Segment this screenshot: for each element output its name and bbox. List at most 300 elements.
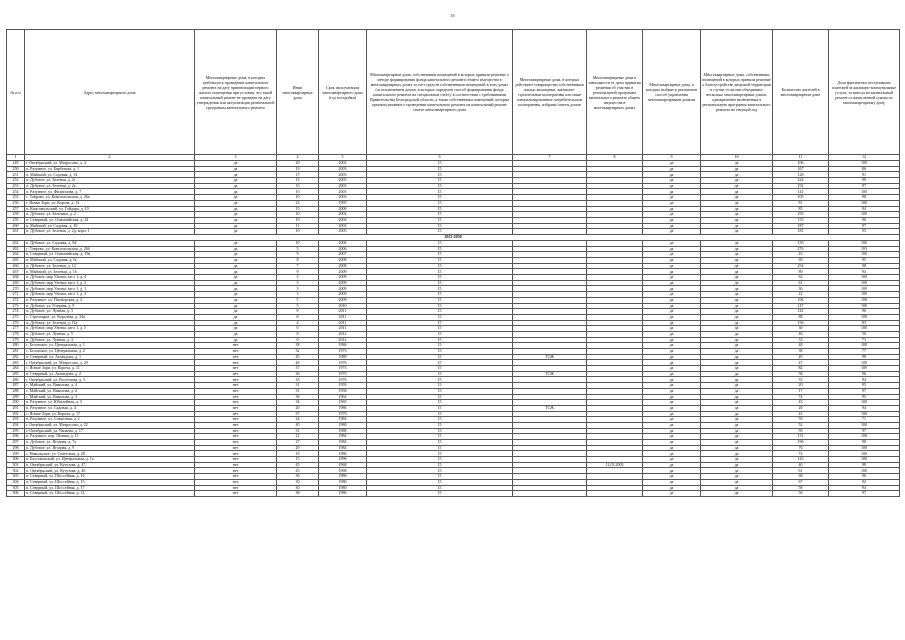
table-cell: п. Дубовое, ул. Лунная, д. 3 [25, 309, 195, 315]
table-cell: да [701, 405, 773, 411]
table-cell: да [195, 200, 277, 206]
table-cell: да [701, 252, 773, 258]
column-number: 3 [195, 155, 277, 161]
table-cell: п. Северный, ул. Шоссейная, д. 16 [25, 474, 195, 480]
table-cell: п. Северный, ул. Олимпийская, д. 19в [25, 252, 195, 258]
table-cell: 31 [277, 428, 319, 434]
table-cell: 68 [773, 474, 829, 480]
table-cell: 15 [367, 275, 513, 281]
table-cell: п. Дубовое, мкр Улитка, кв-л 1, д. 5 [25, 326, 195, 332]
table-cell: 2003 [319, 195, 367, 201]
table-cell: п. Дубовое, мкр Улитка, кв-л 1, д. 3 [25, 292, 195, 298]
table-cell: 15 [367, 183, 513, 189]
table-cell: да [643, 371, 701, 377]
table-cell: 96 [829, 309, 900, 315]
table-cell: п. Разумное, ул. Совхозная, д. 2 [25, 417, 195, 423]
table-cell: 15 [367, 229, 513, 235]
table-cell: нет [195, 474, 277, 480]
table-cell: 2000 [319, 206, 367, 212]
table-cell: 253 [7, 183, 25, 189]
table-cell: 285 [7, 371, 25, 377]
table-cell: нет [195, 405, 277, 411]
table-cell: 10 [277, 212, 319, 218]
table-cell: да [643, 286, 701, 292]
table-cell: г. Октябрьский, ул. Матросова, д. 4 [25, 161, 195, 167]
table-cell: 141 [773, 309, 829, 315]
table-cell: п. Северный, ул. Атландова, д. 1 [25, 354, 195, 360]
table-cell: 2009 [319, 275, 367, 281]
table-cell: 2004 [319, 217, 367, 223]
table-cell: 15 [367, 422, 513, 428]
table-cell: да [643, 366, 701, 372]
table-cell: да [701, 240, 773, 246]
table-cell: да [195, 195, 277, 201]
table-cell: 255 [7, 195, 25, 201]
table-cell: 3 [277, 275, 319, 281]
table-cell: 37 [277, 411, 319, 417]
table-cell: 290 [7, 400, 25, 406]
table-cell: 20 [277, 405, 319, 411]
table-cell: п. Разумное, ул. Садовая, д. 4 [25, 405, 195, 411]
table-cell: г. Октябрьский, ул. Восточная, д. 5 [25, 377, 195, 383]
table-cell: да [701, 223, 773, 229]
column-number: 9 [643, 155, 701, 161]
table-cell: 287 [7, 383, 25, 389]
table-cell: 45 [277, 468, 319, 474]
table-cell: 15 [367, 161, 513, 167]
table-cell: да [643, 195, 701, 201]
table-cell: да [701, 217, 773, 223]
table-cell: 15 [367, 240, 513, 246]
table-cell: 0 [277, 314, 319, 320]
table-cell: 15 [367, 354, 513, 360]
table-cell: 15 [367, 189, 513, 195]
table-cell: 1973 [319, 366, 367, 372]
table-cell: да [701, 354, 773, 360]
table-cell: 15 [367, 343, 513, 349]
table-cell: да [643, 297, 701, 303]
table-cell: 15 [367, 223, 513, 229]
table-cell: да [195, 292, 277, 298]
table-cell: 58 [773, 371, 829, 377]
table-cell: нет [195, 462, 277, 468]
table-cell: 15 [367, 440, 513, 446]
table-cell: да [643, 337, 701, 343]
table-cell: п. Разумное, ул. Пионерская, д. 2 [25, 297, 195, 303]
table-cell: да [643, 383, 701, 389]
table-cell: г. Ясные Зори, ул. Короча, д. 12 [25, 200, 195, 206]
table-cell: 100 [829, 366, 900, 372]
table-cell: 98 [829, 354, 900, 360]
table-cell: нет [195, 485, 277, 491]
table-cell: 45 [277, 354, 319, 360]
table-cell: 147 [773, 303, 829, 309]
table-cell: да [701, 303, 773, 309]
table-cell: да [701, 161, 773, 167]
table-cell: да [195, 166, 277, 172]
table-cell: 100 [829, 292, 900, 298]
table-cell: 33 [277, 377, 319, 383]
table-cell: нет [195, 349, 277, 355]
table-cell: п. Дубовое, ул. Зеленая, д. 11а [25, 320, 195, 326]
table-cell: 2010 [319, 303, 367, 309]
table-cell: 48 [773, 343, 829, 349]
table-cell: 300 [7, 457, 25, 463]
table-cell: 1973 [319, 349, 367, 355]
column-number: 4 [277, 155, 319, 161]
table-cell: 15 [367, 212, 513, 218]
table-cell: 2012 [319, 337, 367, 343]
table-cell: да [195, 223, 277, 229]
table-body [7, 155, 900, 497]
table-cell: 1986 [319, 343, 367, 349]
table-cell: 1980 [319, 479, 367, 485]
table-cell: 2003 [319, 189, 367, 195]
table-cell: с. Майский, ул. Вавилова, д. 4 [25, 383, 195, 389]
table-cell: 3 [277, 286, 319, 292]
table-cell: 167 [773, 166, 829, 172]
table-cell: 86 [829, 166, 900, 172]
table-cell: 15 [367, 309, 513, 315]
table-cell: 15 [367, 394, 513, 400]
table-cell: да [701, 292, 773, 298]
table-cell: 15 [367, 297, 513, 303]
table-cell: да [701, 275, 773, 281]
table-cell: да [701, 195, 773, 201]
table-cell: 15 [367, 411, 513, 417]
table-cell: 49 [773, 354, 829, 360]
table-cell: 15 [367, 468, 513, 474]
table-cell: 281 [7, 349, 25, 355]
table-cell: 252 [7, 178, 25, 184]
table-cell: 15 [367, 217, 513, 223]
table-cell: 266 [7, 263, 25, 269]
table-cell: г. Октябрьский, ул. Чапаева, д. 17 [25, 428, 195, 434]
table-cell: 56 [773, 491, 829, 497]
table-cell: да [643, 161, 701, 167]
table-cell: 302 [7, 468, 25, 474]
table-cell: 283 [7, 360, 25, 366]
table-cell: 15 [367, 434, 513, 440]
table-cell: п. Майский, ул. Садовая, д. 6г [25, 258, 195, 264]
table-cell: 98 [829, 462, 900, 468]
table-cell: 2012 [319, 331, 367, 337]
table-cell: 272 [7, 297, 25, 303]
table-cell: 257 [7, 206, 25, 212]
table-cell: нет [195, 468, 277, 474]
table-cell: 224 [773, 178, 829, 184]
table-cell: нет [195, 360, 277, 366]
table-cell: 1986 [319, 405, 367, 411]
table-cell: 2006 [319, 246, 367, 252]
table-cell: 1980 [319, 485, 367, 491]
column-number: 10 [701, 155, 773, 161]
table-cell: 8 [277, 258, 319, 264]
table-cell: 1984 [319, 417, 367, 423]
table-cell: 100 [829, 189, 900, 195]
table-cell: с. Таврово, ул. Комсомольская, д. 26а [25, 195, 195, 201]
table-cell: 45 [277, 462, 319, 468]
table-cell: 23 [277, 200, 319, 206]
table-cell: нет [195, 371, 277, 377]
table-cell: п. Дубовое, ул. Зеленая, д. 12 [25, 263, 195, 269]
table-cell: да [643, 223, 701, 229]
table-cell: п. Разумное, пер. Ленина, д. 11 [25, 434, 195, 440]
table-cell: с. Майский, ул. Вавилова, д. 3 [25, 394, 195, 400]
table-cell: 15 [367, 479, 513, 485]
table-cell: 2002 [319, 161, 367, 167]
table-cell: 15 [367, 383, 513, 389]
table-cell: 256 [7, 200, 25, 206]
table-cell: 100 [829, 445, 900, 451]
table-cell: 306 [7, 491, 25, 497]
table-cell: да [643, 292, 701, 298]
table-cell: 1979 [319, 411, 367, 417]
table-cell: 15 [277, 206, 319, 212]
table-cell: 259 [773, 212, 829, 218]
table-cell: 2003 [319, 178, 367, 184]
column-header: Иные многоквартирные дома [277, 30, 319, 155]
table-cell: 278 [7, 331, 25, 337]
column-number: 1 [7, 155, 25, 161]
table-cell: 59 [773, 417, 829, 423]
table-cell: 20 [773, 383, 829, 389]
table-cell: 15 [367, 246, 513, 252]
table-cell: 277 [7, 326, 25, 332]
table-cell: 2008 [319, 258, 367, 264]
table-cell: да [701, 280, 773, 286]
table-cell: п. Октябрьский, ул. Кутузова, д. 4б [25, 468, 195, 474]
table-cell: 15 [367, 337, 513, 343]
table-cell: да [643, 417, 701, 423]
table-cell: нет [195, 445, 277, 451]
table-cell: да [701, 440, 773, 446]
table-cell: 81 [773, 200, 829, 206]
table-cell: 187 [773, 223, 829, 229]
table-cell: да [195, 326, 277, 332]
table-cell: 58 [773, 485, 829, 491]
table-cell: 73 [829, 337, 900, 343]
table-cell: 83 [829, 320, 900, 326]
table-cell: да [701, 366, 773, 372]
table-cell: нет [195, 394, 277, 400]
table-cell: 297 [7, 440, 25, 446]
table-cell: да [195, 189, 277, 195]
table-cell: да [643, 172, 701, 178]
table-cell: да [643, 440, 701, 446]
table-cell: да [701, 331, 773, 337]
table-cell: да [643, 360, 701, 366]
table-cell: 94 [829, 377, 900, 383]
table-cell: да [701, 434, 773, 440]
header-row [7, 30, 900, 155]
table-cell: 41 [773, 411, 829, 417]
table-cell: да [701, 457, 773, 463]
table-cell: 96 [829, 371, 900, 377]
table-cell: 5 [277, 246, 319, 252]
table-cell: да [195, 286, 277, 292]
table-cell: 1968 [319, 468, 367, 474]
table-cell: 7 [277, 263, 319, 269]
table-cell: 1959 [319, 383, 367, 389]
table-cell: 1984 [319, 434, 367, 440]
table-cell: 91 [829, 172, 900, 178]
table-cell: 15 [367, 178, 513, 184]
table-cell: 289 [7, 394, 25, 400]
table-cell: нет [195, 400, 277, 406]
table-cell: да [643, 451, 701, 457]
column-number: 7 [513, 155, 587, 161]
table-cell: 15 [367, 360, 513, 366]
table-cell: 11 [277, 223, 319, 229]
table-cell: 261 [7, 229, 25, 235]
table-cell: 2009 [319, 280, 367, 286]
table-cell: 15 [367, 195, 513, 201]
table-cell: 100 [829, 434, 900, 440]
table-cell: 296 [7, 434, 25, 440]
table-cell: да [643, 400, 701, 406]
table-cell: 100 [829, 360, 900, 366]
table-cell: 155 [773, 217, 829, 223]
table-cell: 5 [277, 297, 319, 303]
table-cell: нет [195, 411, 277, 417]
table-cell: да [195, 280, 277, 286]
table-cell: 52 [773, 422, 829, 428]
table-cell: нет [195, 383, 277, 389]
table-cell: нет [195, 434, 277, 440]
table-cell: п. Дубовое, мкр Улитка, кв-л 1, д. 2 [25, 280, 195, 286]
table-cell: 30 [277, 485, 319, 491]
table-cell: да [701, 337, 773, 343]
table-cell: 15 [367, 349, 513, 355]
table-cell: да [643, 422, 701, 428]
table-cell: нет [195, 457, 277, 463]
table-cell: да [643, 206, 701, 212]
table-cell: 15 [367, 388, 513, 394]
table-cell: 1958 [319, 388, 367, 394]
table-cell: да [195, 269, 277, 275]
table-cell: п. Дубовое, ул. Зеленая, д. 2а [25, 183, 195, 189]
column-header: Многоквартирные дома, в которых действуют товарищества собственников жилья, жилищные, жилищно-строительные кооперативы или иные специализированные потребительские кооперативы, избраны советы домов [513, 30, 587, 155]
table-cell: 1990 [319, 457, 367, 463]
table-cell: нет [195, 377, 277, 383]
table-cell: да [643, 434, 701, 440]
table-cell: 100 [829, 422, 900, 428]
table-cell: да [701, 206, 773, 212]
table-cell: да [195, 183, 277, 189]
table-cell: да [701, 474, 773, 480]
table-cell: да [643, 240, 701, 246]
table-cell: нет [195, 388, 277, 394]
table-cell [587, 491, 643, 497]
table-cell: 15 [367, 280, 513, 286]
table-cell: 2011 [319, 326, 367, 332]
table-cell: 268 [7, 275, 25, 281]
column-header: Адрес многоквартирного дома [25, 30, 195, 155]
table-cell: 30 [277, 394, 319, 400]
table-cell: 280 [7, 343, 25, 349]
table-cell: 1988 [319, 428, 367, 434]
table-cell: п. Дубовое, ул. Бельчика, д. 2 [25, 212, 195, 218]
table-cell: 251 [7, 172, 25, 178]
table-cell: 95 [829, 383, 900, 389]
table-cell: 10 [277, 195, 319, 201]
table-cell: 13 [277, 178, 319, 184]
table-cell: 4 [277, 320, 319, 326]
table-cell: 15 [367, 331, 513, 337]
table-cell: да [701, 183, 773, 189]
table-cell: 1984 [319, 440, 367, 446]
table-cell: 2009 [319, 297, 367, 303]
table-cell: п. Разумное, ул. Юбилейная, д. 3 [25, 400, 195, 406]
table-cell: да [195, 172, 277, 178]
table-cell: 267 [7, 269, 25, 275]
table-cell: 22 [773, 292, 829, 298]
table-cell: 99 [829, 178, 900, 184]
table-cell: 43 [773, 252, 829, 258]
table-cell: да [701, 326, 773, 332]
table-cell: с. Таврово, ул. Комсомольская, д. 26б [25, 246, 195, 252]
table-cell: 89 [773, 269, 829, 275]
table-cell: 15 [367, 172, 513, 178]
table-cell: 69 [773, 258, 829, 264]
table-cell: 71 [829, 417, 900, 423]
table-cell: 97 [829, 223, 900, 229]
table-cell: да [643, 189, 701, 195]
column-header: № п/п [7, 30, 25, 155]
table-cell: 15 [367, 258, 513, 264]
table-cell: п. Разумное, ул. Бирбоким, д. 1 [25, 166, 195, 172]
table-cell: нет [195, 343, 277, 349]
table-cell: 304 [7, 479, 25, 485]
table-cell: 263 [7, 246, 25, 252]
table-cell: 0 [277, 337, 319, 343]
table-cell: да [701, 422, 773, 428]
table-cell: 9 [277, 269, 319, 275]
column-header: Многоквартирные дома, собственники помещений в которых приняли решение о методе формирования фонда капитального ремонта общего имущества в многоквартирных домах за счет средств собственников помещений в этих домах (за исключением домов, в которых определен способ формирования фонда капитального ремонта на специальном счете), в соответствии с требованиями Правительства Белгородской области, а также собственники помещений, которые приняли решение о проведении капитального ремонта на капитальный ремонт своего многоквартирного дома [367, 30, 513, 155]
table-cell: 292 [7, 411, 25, 417]
table-cell: 15 [367, 474, 513, 480]
table-cell: 2011 [319, 320, 367, 326]
table-cell: да [643, 280, 701, 286]
table-cell: 15 [367, 366, 513, 372]
table-cell: да [643, 474, 701, 480]
table-cell: да [643, 428, 701, 434]
table-cell: 31 [277, 388, 319, 394]
table-cell: да [195, 337, 277, 343]
repair-program-table [6, 29, 900, 497]
table-cell: 33 [773, 337, 829, 343]
table-cell: 100 [829, 457, 900, 463]
table-cell: да [195, 275, 277, 281]
table-cell: 59 [773, 428, 829, 434]
table-cell: 10 [277, 229, 319, 235]
table-cell: 1984 [319, 445, 367, 451]
table-cell: да [643, 258, 701, 264]
column-number: 12 [829, 155, 900, 161]
table-cell: 61 [773, 280, 829, 286]
table-cell: 15 [367, 326, 513, 332]
table-cell: п. Дубовое, ул. Озерная, д. 9 [25, 303, 195, 309]
table-cell: 15 [277, 457, 319, 463]
table-cell: 258 [7, 212, 25, 218]
table-cell: 15 [367, 286, 513, 292]
table-cell: 32 [277, 349, 319, 355]
table-cell: 13 [277, 183, 319, 189]
table-cell: 30 [277, 491, 319, 497]
table-cell: 94 [829, 206, 900, 212]
table-cell: да [195, 161, 277, 167]
